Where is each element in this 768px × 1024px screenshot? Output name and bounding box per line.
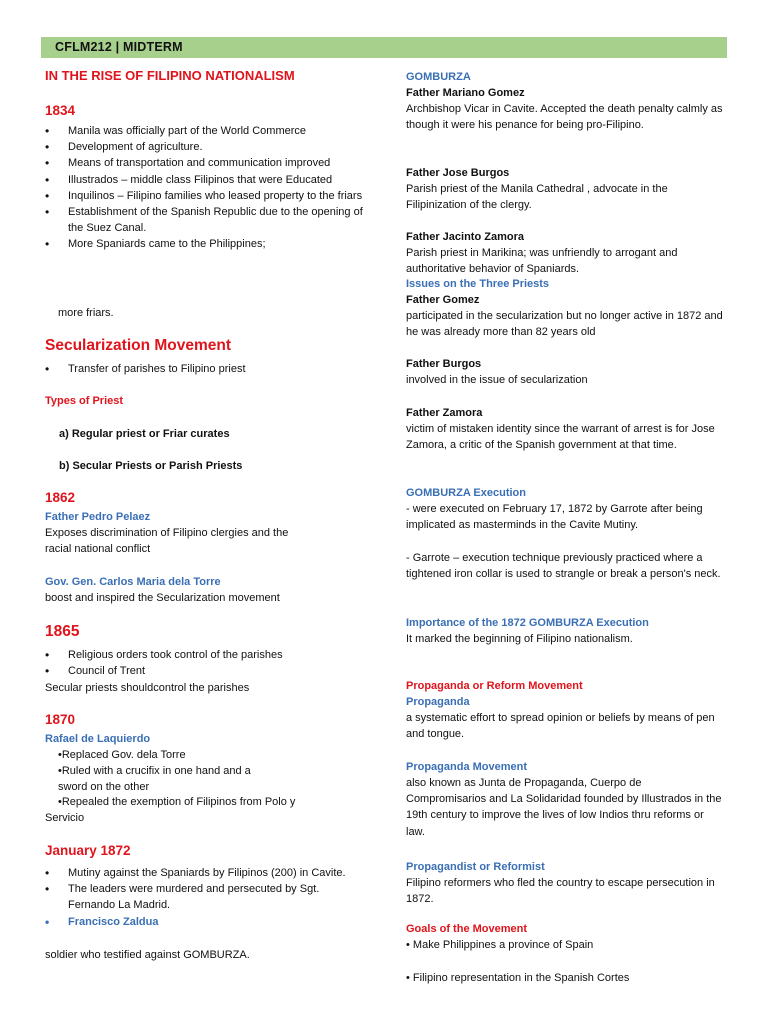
list-1865 <box>45 647 365 679</box>
burgos-description: Parish priest of the Manila Cathedral , advocate in the Filipinization of the clergy. <box>406 183 668 212</box>
propaganda-reform-heading: Propaganda or Reform Movement <box>406 680 583 692</box>
year-heading-1834: 1834 <box>45 103 76 118</box>
list-item: • Mutiny against the Spaniards by Filipinos (200) in Cavite. <box>45 865 365 881</box>
list-january-1872 <box>45 865 365 930</box>
propaganda-description: a systematic effort to spread opinion or beliefs by means of pen and tongue. <box>406 712 715 741</box>
zamora-name: Father Jacinto Zamora <box>406 231 524 243</box>
torre-description: boost and inspired the Secularization movement <box>45 592 280 604</box>
list-continuation: more friars. <box>58 307 114 319</box>
list-item: • Inquilinos – Filipino families who leased property to the friars <box>45 188 365 204</box>
laquierdo-item-continuation: Servicio <box>45 812 85 824</box>
burgos-name: Father Jose Burgos <box>406 167 510 179</box>
issue-burgos-description: involved in the issue of secularization <box>406 374 588 386</box>
year-heading-1865: 1865 <box>45 623 80 640</box>
list-item: • Means of transportation and communication improved <box>45 155 365 171</box>
laquierdo-item-continuation: sword on the other <box>58 781 150 793</box>
list-item: • Establishment of the Spanish Republic due to the opening of the Suez Canal. <box>45 204 365 236</box>
propagandist-description: Filipino reformers who fled the country to escape persecution in 1872. <box>406 877 715 906</box>
list-item: • Council of Trent <box>45 663 365 679</box>
heading-january-1872: January 1872 <box>45 843 131 858</box>
pelaez-name: Father Pedro Pelaez <box>45 511 151 523</box>
goal-item: • Filipino representation in the Spanish Cortes <box>406 972 630 984</box>
gomez-description: Archbishop Vicar in Cavite. Accepted the death penalty calmly as though it were his penance for being pro-Filipino. <box>406 103 723 132</box>
section-title: IN THE RISE OF FILIPINO NATIONALISM <box>45 68 295 83</box>
document-header-bar <box>41 37 727 58</box>
execution-description: - were executed on February 17, 1872 by Garrote after being implicated as masterminds in the Cavite Mutiny. <box>406 503 703 532</box>
gomez-name: Father Mariano Gomez <box>406 87 525 99</box>
document-header-text: CFLM212 | MIDTERM <box>55 40 183 54</box>
goals-heading: Goals of the Movement <box>406 923 528 935</box>
laquierdo-item: •Repealed the exemption of Filipinos from Polo y <box>58 796 296 808</box>
importance-description: It marked the beginning of Filipino nationalism. <box>406 633 633 645</box>
list-item: • More Spaniards came to the Philippines; <box>45 236 365 252</box>
year-heading-1870: 1870 <box>45 712 76 727</box>
priest-type-b: b) Secular Priests or Parish Priests <box>59 460 243 472</box>
types-of-priest-heading: Types of Priest <box>45 395 124 407</box>
list-item: • Illustrados – middle class Filipinos that were Educated <box>45 172 365 188</box>
secularization-heading: Secularization Movement <box>45 337 232 354</box>
issue-gomez-description: participated in the secularization but no longer active in 1872 and he was already more than 82 years old <box>406 310 723 339</box>
propaganda-movement-description: also known as Junta de Propaganda, Cuerpo de Compromisarios and La Solidaridad founded by Illustrados in the 19th century to improve the lives of low Indios thru reforms or law. <box>406 777 722 838</box>
issue-zamora-name: Father Zamora <box>406 407 483 419</box>
propaganda-movement-heading: Propaganda Movement <box>406 761 528 773</box>
gomburza-heading: GOMBURZA <box>406 71 471 83</box>
issue-zamora-description: victim of mistaken identity since the warrant of arrest is for Jose Zamora, a critic of the Spanish government at that time. <box>406 423 715 452</box>
secularization-list <box>45 361 365 377</box>
goal-item: • Make Philippines a province of Spain <box>406 939 594 951</box>
garrote-description: - Garrote – execution technique previously practiced where a tightened iron collar is used to strangle or break a person's neck. <box>406 552 721 581</box>
issue-gomez-name: Father Gomez <box>406 294 480 306</box>
laquierdo-item: •Replaced Gov. dela Torre <box>58 749 186 761</box>
year-heading-1862: 1862 <box>45 490 76 505</box>
list-item: • Francisco Zaldua <box>45 914 365 930</box>
issues-heading: Issues on the Three Priests <box>406 278 550 290</box>
list-item: • Development of agriculture. <box>45 139 365 155</box>
importance-heading: Importance of the 1872 GOMBURZA Execution <box>406 617 649 629</box>
zaldua-description: soldier who testified against GOMBURZA. <box>45 949 250 961</box>
laquierdo-item: •Ruled with a crucifix in one hand and a <box>58 765 251 777</box>
list-item: • The leaders were murdered and persecuted by Sgt. Fernando La Madrid. <box>45 881 365 913</box>
list-item: • Religious orders took control of the parishes <box>45 647 365 663</box>
list-1834 <box>45 123 365 253</box>
priest-type-a: a) Regular priest or Friar curates <box>59 428 230 440</box>
issue-burgos-name: Father Burgos <box>406 358 482 370</box>
zamora-description: Parish priest in Marikina; was unfriendly to arrogant and authoritative behavior of Spaniards. <box>406 247 678 276</box>
note-1865: Secular priests shouldcontrol the parishes <box>45 682 250 694</box>
list-item: • Manila was officially part of the World Commerce <box>45 123 365 139</box>
propagandist-heading: Propagandist or Reformist <box>406 861 545 873</box>
propaganda-heading: Propaganda <box>406 696 470 708</box>
execution-heading: GOMBURZA Execution <box>406 487 526 499</box>
laquierdo-name: Rafael de Laquierdo <box>45 733 151 745</box>
torre-name: Gov. Gen. Carlos Maria dela Torre <box>45 576 221 588</box>
pelaez-description: Exposes discrimination of Filipino clergies and the racial national conflict <box>45 527 289 556</box>
list-item: • Transfer of parishes to Filipino priest <box>45 361 365 377</box>
